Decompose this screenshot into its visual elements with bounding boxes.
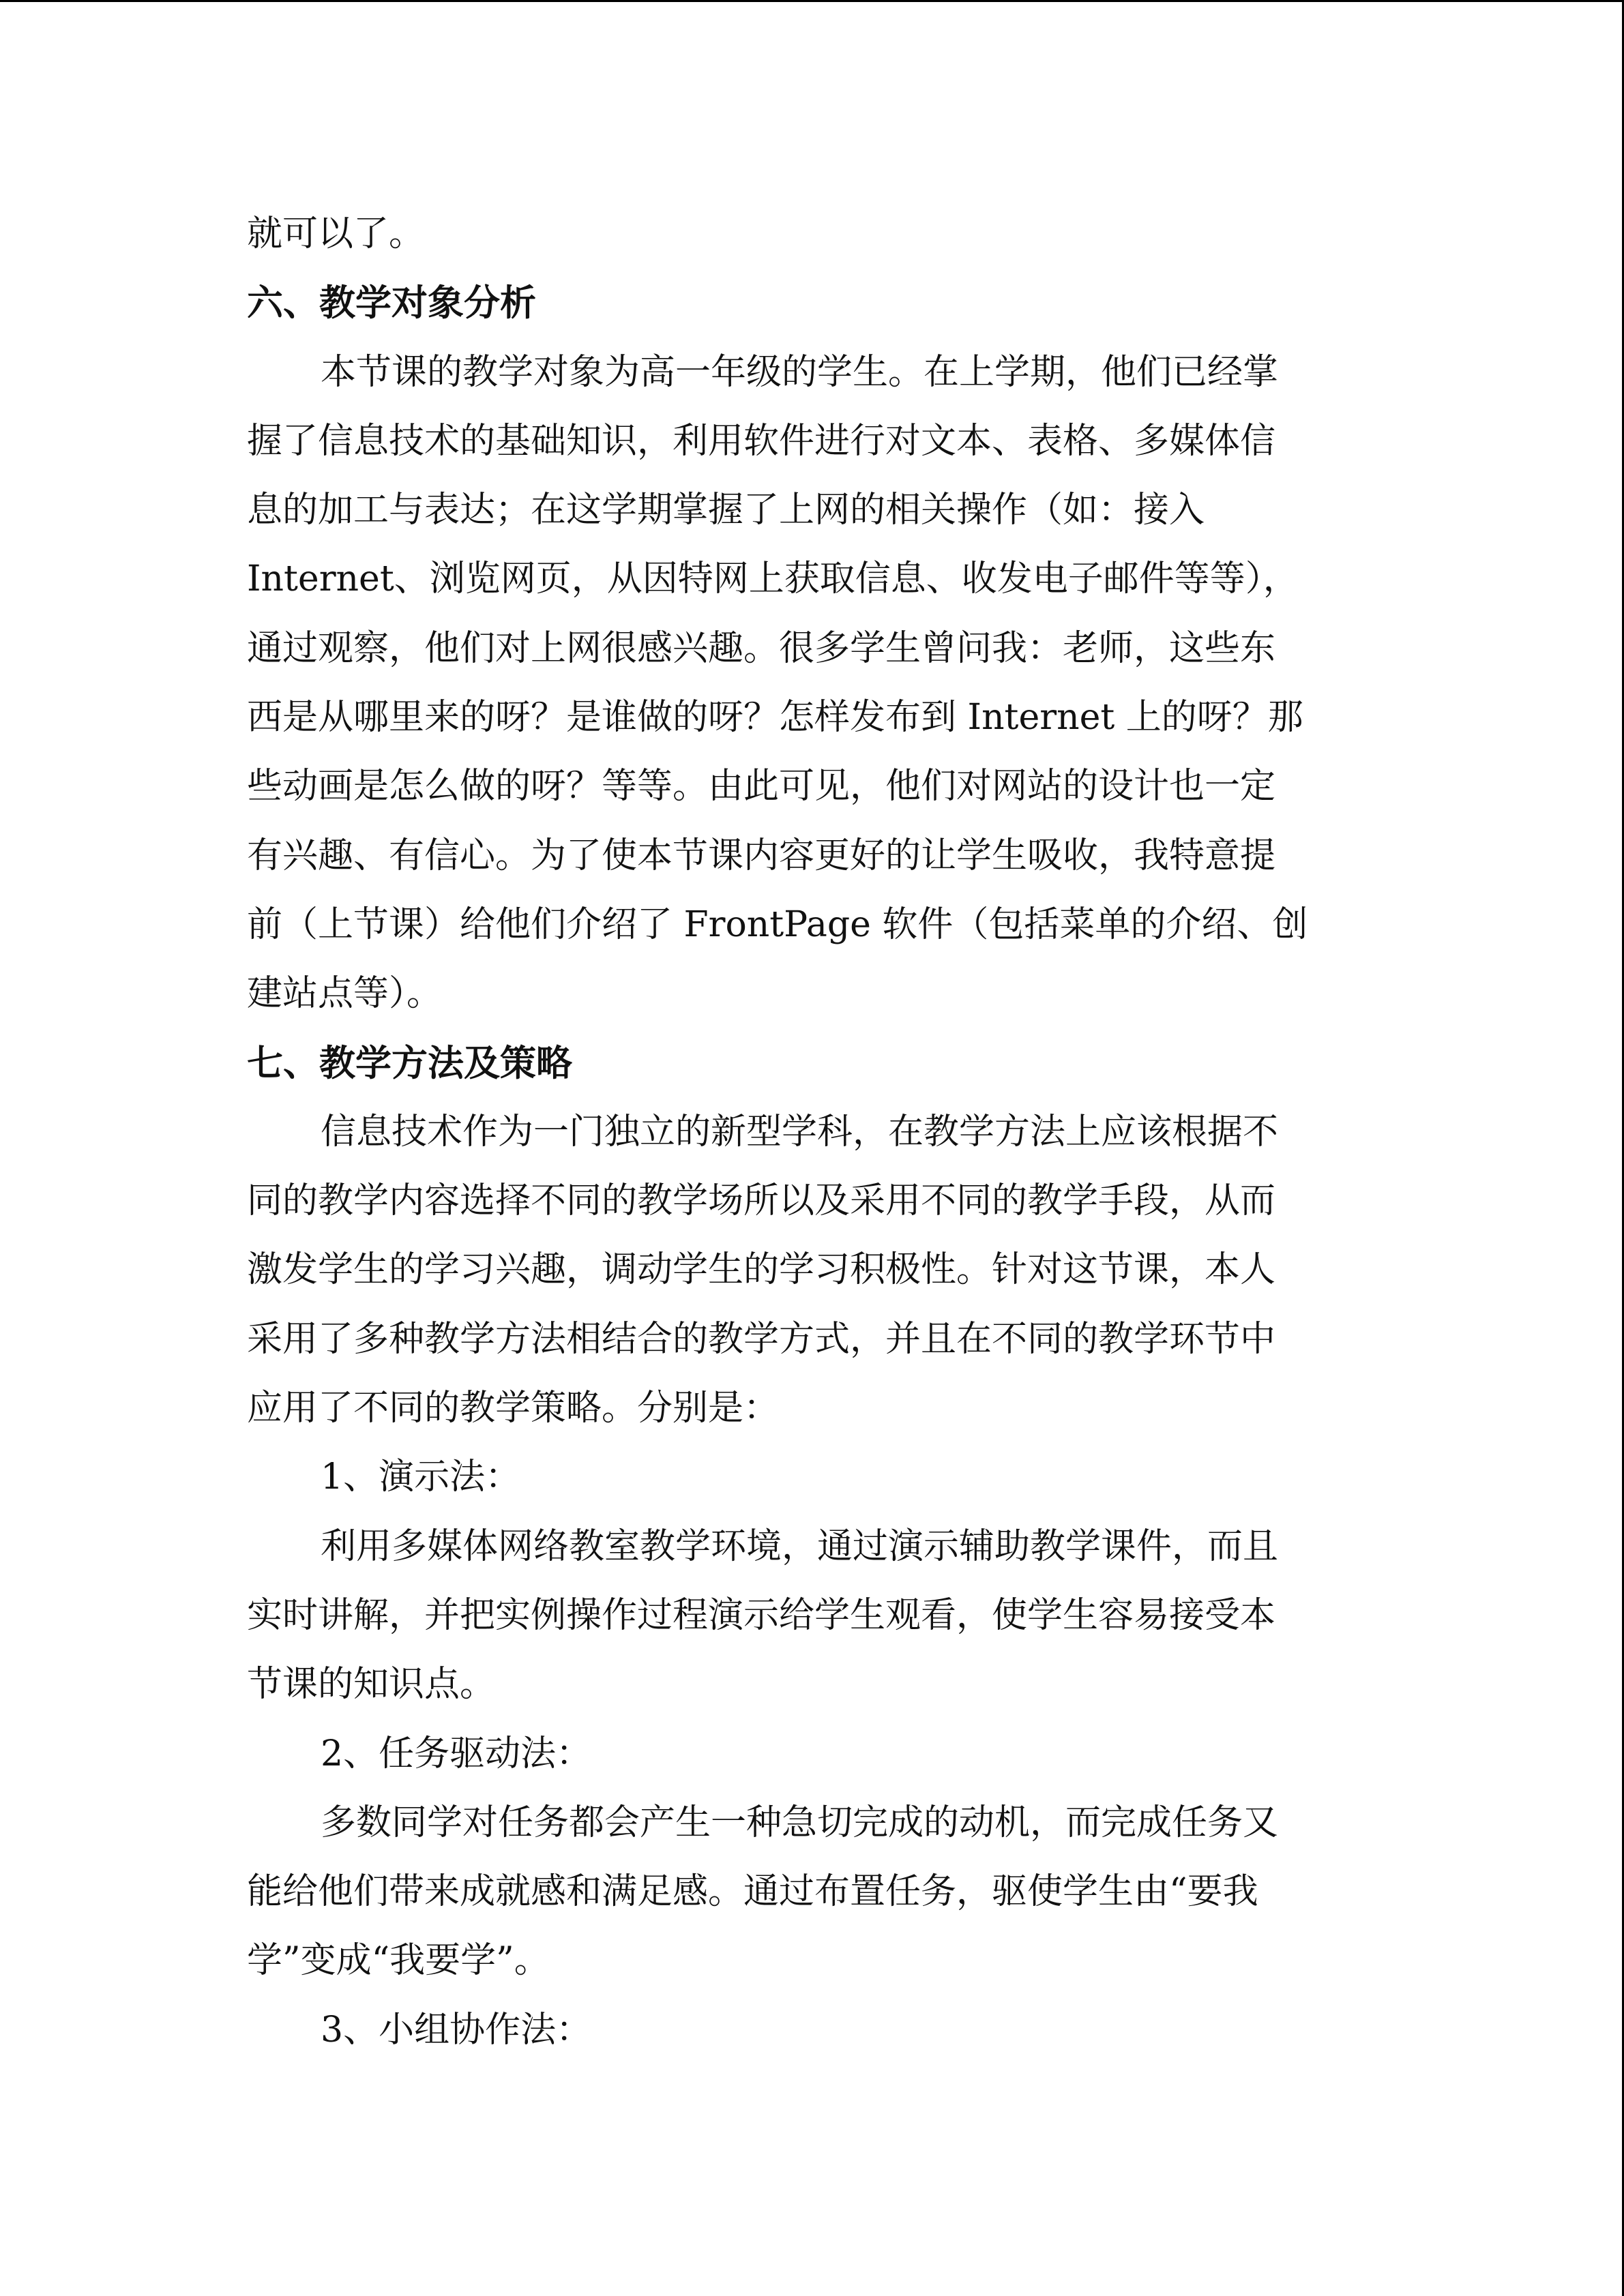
paragraph-line: 本节课的教学对象为高一年级的学生。在上学期，他们已经掌 — [321, 351, 1279, 393]
paragraph-line: 学”变成“我要学”。 — [247, 1940, 550, 1982]
paragraph-line: 就可以了。 — [247, 213, 425, 254]
paragraph-line: 些动画是怎么做的呀？等等。由此可见，他们对网站的设计也一定 — [247, 766, 1276, 807]
paragraph-line: 息的加工与表达；在这学期掌握了上网的相关操作（如：接入 — [247, 490, 1205, 531]
paragraph-line: 应用了不同的教学策略。分别是： — [247, 1388, 780, 1429]
paragraph-line: 信息技术作为一门独立的新型学科，在教学方法上应该根据不 — [321, 1111, 1279, 1152]
paragraph-line: 西是从哪里来的呀？是谁做的呀？怎样发布到 Internet 上的呀？那 — [247, 697, 1303, 739]
section-heading-learner-analysis: 六、教学对象分析 — [247, 282, 536, 325]
paragraph-line: 同的教学内容选择不同的教学场所以及采用不同的教学手段，从而 — [247, 1180, 1276, 1222]
paragraph-line: 利用多媒体网络教室教学环境，通过演示辅助教学课件，而且 — [321, 1525, 1279, 1567]
paragraph-line: 实时讲解，并把实例操作过程演示给学生观看，使学生容易接受本 — [247, 1594, 1276, 1636]
paragraph-line: 激发学生的学习兴趣，调动学生的学习积极性。针对这节课，本人 — [247, 1249, 1276, 1291]
paragraph-line: 能给他们带来成就感和满足感。通过布置任务，驱使学生由“要我 — [247, 1871, 1258, 1913]
paragraph-line: 通过观察，他们对上网很感兴趣。很多学生曾问我：老师，这些东 — [247, 627, 1276, 669]
method-item-task-driven: 2、任务驱动法： — [321, 1733, 592, 1774]
method-item-group-collaboration: 3、小组协作法： — [321, 2009, 592, 2051]
document-body — [247, 200, 1379, 2065]
paragraph-line: 多数同学对任务都会产生一种急切完成的动机，而完成任务又 — [321, 1802, 1279, 1843]
paragraph-line: 前（上节课）给他们介绍了 FrontPage 软件（包括菜单的介绍、创 — [247, 904, 1308, 945]
section-heading-teaching-methods: 七、教学方法及策略 — [247, 1042, 572, 1084]
paragraph-line: Internet、浏览网页，从因特网上获取信息、收发电子邮件等等）， — [247, 558, 1299, 600]
paragraph-line: 采用了多种教学方法相结合的教学方式，并且在不同的教学环节中 — [247, 1318, 1276, 1360]
paragraph-line: 有兴趣、有信心。为了使本节课内容更好的让学生吸收，我特意提 — [247, 835, 1276, 876]
paragraph-line: 节课的知识点。 — [247, 1664, 496, 1705]
method-item-demonstration: 1、演示法： — [321, 1457, 521, 1498]
paragraph-line: 建站点等）。 — [247, 973, 443, 1015]
paragraph-line: 握了信息技术的基础知识，利用软件进行对文本、表格、多媒体信 — [247, 420, 1276, 462]
